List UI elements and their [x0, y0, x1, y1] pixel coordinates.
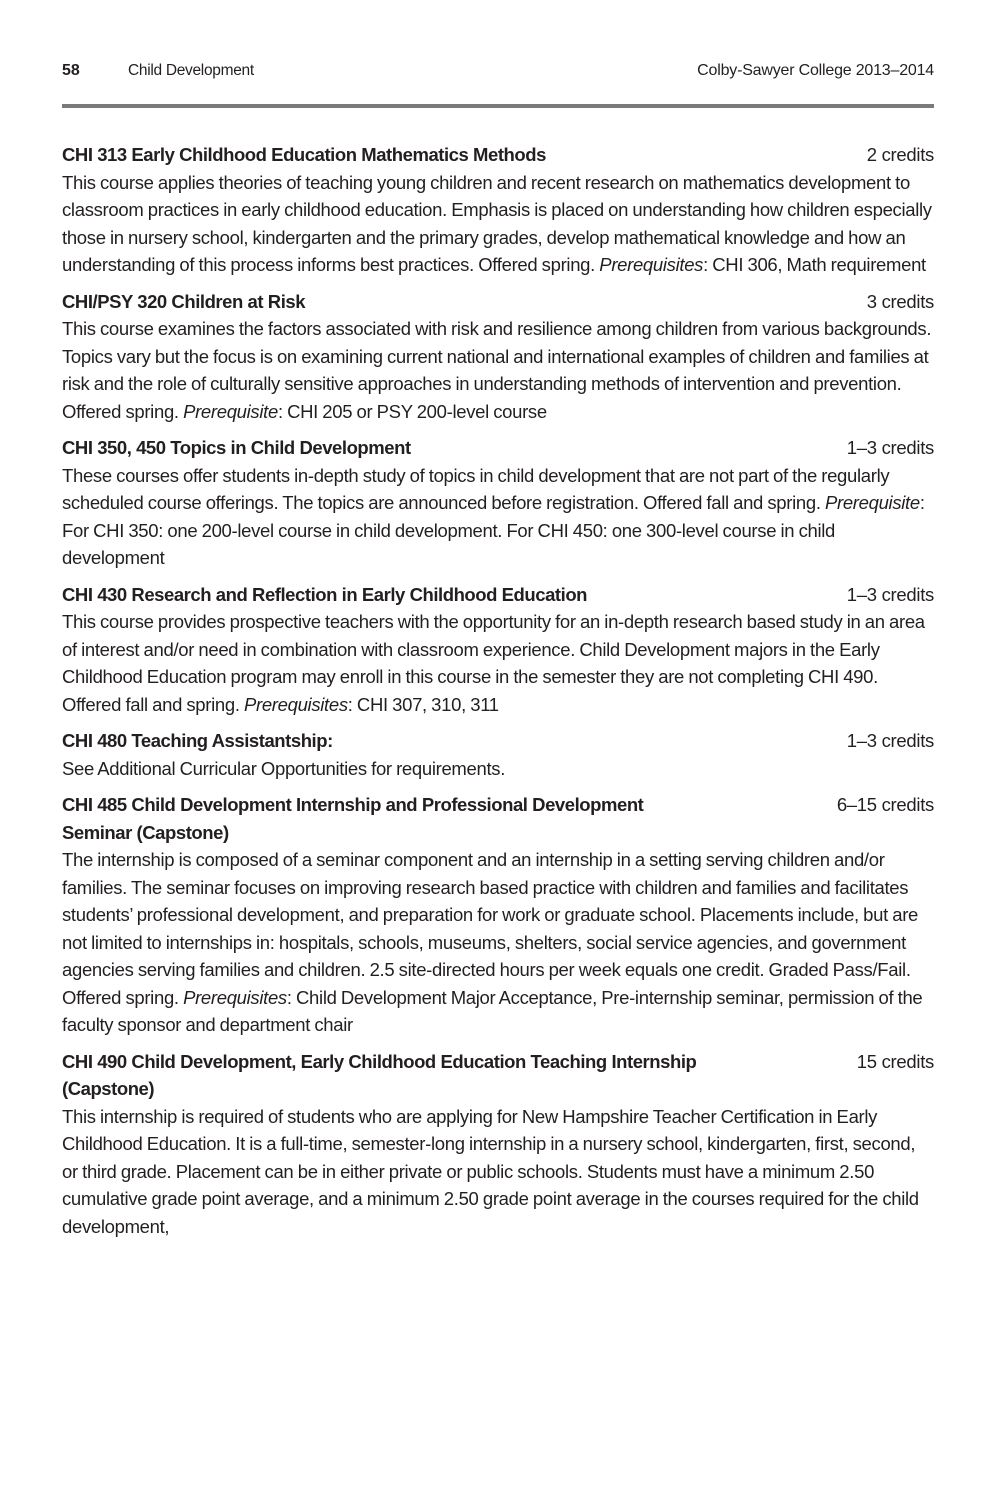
prerequisite-text: : For CHI 350: one 200-level course in child development. For CHI 450: one 300-level course in child development [62, 492, 925, 568]
course-entry [62, 791, 934, 1039]
course-title: CHI/PSY 320 Children at Risk [62, 290, 306, 312]
prerequisite-label: Prerequisite [824, 492, 920, 513]
course-credits: 1–3 credits [846, 730, 934, 751]
course-heading [62, 727, 934, 755]
course-credits: 3 credits [866, 290, 934, 312]
description-text: The internship is composed of a seminar component and an internship in a setting serving children and/or families. The seminar focuses on improving research based practice with children and families and facilitates students’ professional development, and preparation for work or graduate school. Placements include, but are not limited to internships in: hospitals, schools, museums, shelters, social service agencies, and government agencies serving families and children. 2.5 site-directed hours per week equals one credit. Graded Pass/Fail. Offered spring. [62, 849, 919, 1008]
section-title: Child Development [128, 62, 254, 79]
course-credits: 15 credits [856, 1050, 934, 1072]
description-text: This course applies theories of teaching young children and recent research on mathematics development to classroom practices in early childhood education. Emphasis is placed on understanding how children especially those in nursery school, kindergarten and the primary grades, develop mathematical knowledge and how an understanding of this process informs best practices. Offered spring. [62, 171, 932, 275]
prerequisite-label: Prerequisite [183, 400, 278, 422]
description-text: See Additional Curricular Opportunities for requirements. [62, 757, 506, 779]
course-credits: 6–15 credits [836, 794, 934, 815]
course-title: CHI 485 Child Development Internship and Professional Development Seminar (Capstone) [62, 794, 644, 843]
prerequisite-text: : CHI 307, 310, 311 [347, 693, 499, 715]
course-credits: 1–3 credits [846, 437, 934, 458]
course-entry [62, 1048, 934, 1241]
course-credits: 2 credits [866, 144, 934, 165]
course-heading [62, 1048, 934, 1103]
course-title: CHI 430 Research and Reflection in Early Childhood Education [62, 583, 588, 605]
description-text: These courses offer students in-depth study of topics in child development that are not part of the regularly scheduled course offerings. The topics are announced before registration. Offered fall and spring. [62, 464, 890, 513]
course-description [62, 462, 934, 572]
prerequisite-label: Prerequisites [599, 254, 704, 275]
description-text: This course examines the factors associated with risk and resilience among children from various backgrounds. Topics vary but the focus is on examining current national and international examples of children and families at risk and the role of culturally sensitive approaches in understanding methods of intervention and prevention. Offered spring. [62, 318, 932, 422]
description-text: This course provides prospective teachers with the opportunity for an in-depth research based study in an area of interest and/or need in combination with classroom experience. Child Development majors in the Early Childhood Education program may enroll in this course in the semester they are not completing CHI 490. Offered fall and spring. [62, 611, 925, 715]
course-entry [62, 727, 934, 782]
course-heading [62, 141, 934, 169]
description-text: This internship is required of students who are applying for New Hampshire Teacher Certification in Early Childhood Education. It is a full-time, semester-long internship in a nursery school, kindergarten, first, second, or third grade. Placement can be in either private or public schools. Students must have a minimum 2.50 cumulative grade point average, and a minimum 2.50 grade point average in the courses required for the child development, [62, 1105, 919, 1237]
prerequisite-text: : CHI 205 or PSY 200-level course [277, 400, 547, 422]
course-heading [62, 434, 934, 462]
prerequisite-text: : Child Development Major Acceptance, Pre-internship seminar, permission of the faculty sponsor and department chair [62, 986, 923, 1035]
course-entry [62, 434, 934, 572]
prerequisite-label: Prerequisites [183, 986, 287, 1008]
course-entry [62, 288, 934, 426]
course-description [62, 1103, 934, 1241]
course-description [62, 755, 934, 783]
course-heading [62, 581, 934, 609]
course-heading [62, 288, 934, 316]
header-rule [62, 104, 934, 108]
course-entry [62, 141, 934, 279]
course-description [62, 846, 934, 1039]
course-description [62, 315, 934, 425]
course-title: CHI 490 Child Development, Early Childhood Education Teaching Internship (Capstone) [62, 1050, 697, 1099]
course-description [62, 608, 934, 718]
course-title: CHI 313 Early Childhood Education Mathematics Methods [62, 144, 546, 165]
course-description [62, 169, 934, 279]
course-title: CHI 480 Teaching Assistantship: [62, 730, 333, 751]
prerequisite-text: : CHI 306, Math requirement [703, 254, 926, 275]
page-number: 58 [62, 62, 80, 79]
page-header [62, 58, 934, 84]
college-year: Colby-Sawyer College 2013–2014 [697, 62, 934, 79]
prerequisite-label: Prerequisites [243, 693, 348, 715]
course-title: CHI 350, 450 Topics in Child Development [62, 437, 411, 458]
course-heading [62, 791, 934, 846]
course-credits: 1–3 credits [846, 583, 934, 605]
course-entry [62, 581, 934, 719]
course-list [62, 141, 934, 1249]
